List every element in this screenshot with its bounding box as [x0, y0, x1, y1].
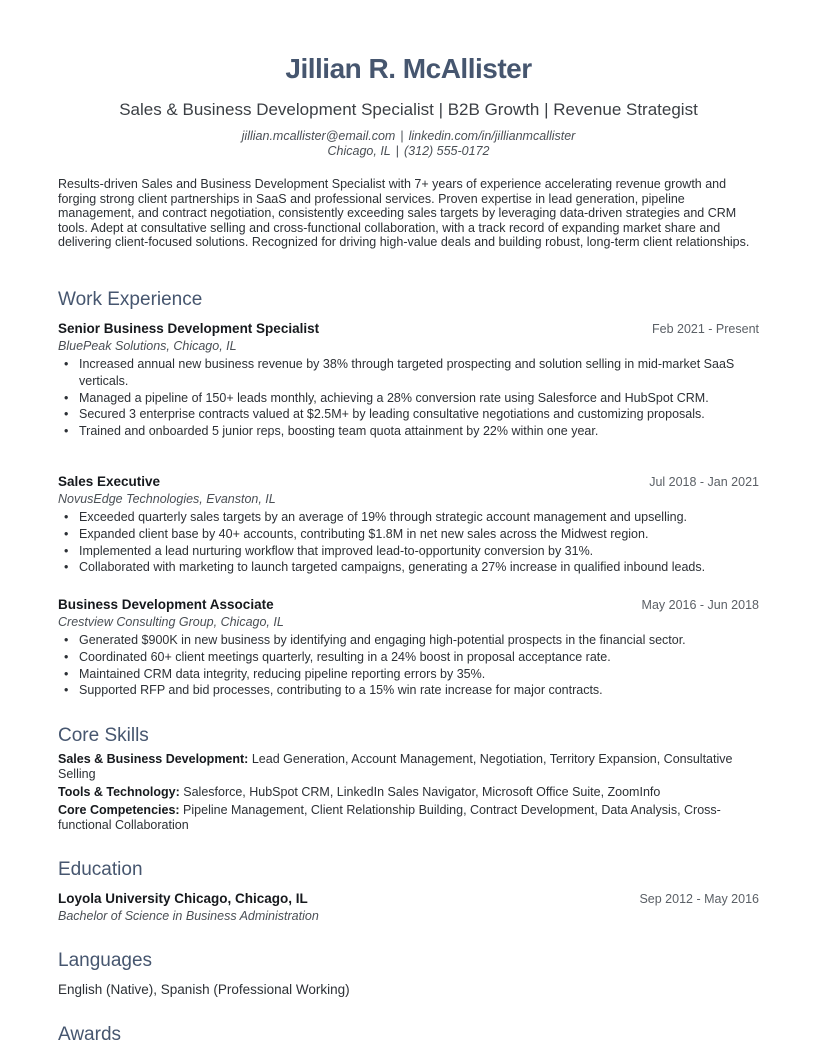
job-bullet: • Collaborated with marketing to launch targeted campaigns, generating a 27% increase in qualified inbound leads. [58, 559, 759, 576]
job-header [58, 473, 759, 491]
headline: Sales & Business Development Specialist | B2B Growth | Revenue Strategist [119, 100, 698, 119]
languages-text: English (Native), Spanish (Professional Working) [58, 982, 350, 997]
contact-row-2 [58, 144, 759, 159]
job-bullet: • Implemented a lead nurturing workflow that improved lead-to-opportunity conversion by 31%. [58, 543, 759, 560]
job-company: NovusEdge Technologies, Evanston, IL [58, 492, 276, 506]
skill-row [58, 803, 759, 833]
job-bullet: • Exceeded quarterly sales targets by an average of 19% through strategic account management and upselling. [58, 509, 759, 526]
section-title-skills: Core Skills [58, 725, 149, 746]
job-bullets [58, 632, 759, 699]
job-entry [58, 596, 759, 699]
skills-list [58, 752, 759, 836]
job-bullet: • Generated $900K in new business by identifying and engaging high-potential prospects in the financial sector. [58, 632, 759, 649]
skill-value: Salesforce, HubSpot CRM, LinkedIn Sales Navigator, Microsoft Office Suite, ZoomInfo [183, 785, 661, 799]
job-bullet: • Secured 3 enterprise contracts valued at $2.5M+ by leading consultative negotiations and customizing proposals. [58, 406, 759, 423]
job-bullet: • Supported RFP and bid processes, contributing to a 15% win rate increase for major contracts. [58, 682, 759, 699]
degree: Bachelor of Science in Business Administration [58, 909, 319, 923]
resume-page [58, 0, 759, 1056]
skill-label: Core Competencies: [58, 803, 180, 817]
candidate-name: Jillian R. McAllister [285, 53, 532, 84]
education-dates: Sep 2012 - May 2016 [639, 892, 759, 906]
job-header [58, 320, 759, 338]
job-bullet: • Managed a pipeline of 150+ leads monthly, achieving a 28% conversion rate using Salesforce and HubSpot CRM. [58, 390, 759, 407]
education-entry [58, 890, 759, 925]
job-bullet: • Trained and onboarded 5 junior reps, boosting team quota attainment by 22% within one year. [58, 423, 759, 440]
job-title: Senior Business Development Specialist [58, 321, 320, 336]
job-dates: Jul 2018 - Jan 2021 [649, 475, 759, 489]
section-title-awards: Awards [58, 1024, 122, 1045]
job-company: BluePeak Solutions, Chicago, IL [58, 339, 237, 353]
job-header [58, 596, 759, 614]
contact-separator: | [400, 129, 404, 143]
job-bullets [58, 356, 759, 440]
job-entry [58, 473, 759, 576]
professional-summary: Results-driven Sales and Business Development Specialist with 7+ years of experience accelerating revenue growth and forging strong client partnerships in SaaS and professional services. Proven expertise in lead generation, pipeline management, and contract negotiation, consistently exceeding sales targets by leveraging data-driven strategies and CRM tools. Adept at consultative selling and cross-functional collaboration, with a track record of expanding market share and delivering client-focused solutions. Recognized for driving high-value deals and building robust, long-term client relationships. [58, 177, 750, 250]
section-title-work: Work Experience [58, 289, 203, 310]
job-company: Crestview Consulting Group, Chicago, IL [58, 615, 284, 629]
school-name: Loyola University Chicago, Chicago, IL [58, 891, 308, 906]
section-title-languages: Languages [58, 950, 153, 971]
skill-row [58, 785, 759, 800]
job-bullet: • Increased annual new business revenue by 38% through targeted prospecting and solution selling in mid-market SaaS verticals. [58, 356, 759, 390]
job-dates: Feb 2021 - Present [651, 322, 759, 336]
job-bullet: • Coordinated 60+ client meetings quarterly, resulting in a 24% boost in proposal acceptance rate. [58, 649, 759, 666]
skill-value: Lead Generation, Account Management, Negotiation, Territory Expansion, Consultative Selling [58, 752, 733, 781]
skill-value: Pipeline Management, Client Relationship Building, Contract Development, Data Analysis, Cross-functional Collaboration [58, 803, 721, 832]
job-bullet: • Expanded client base by 40+ accounts, contributing $1.8M in net new sales across the Midwest region. [58, 526, 759, 543]
education-header [58, 890, 759, 908]
job-entry [58, 320, 759, 440]
skill-label: Tools & Technology: [58, 785, 180, 799]
email-link[interactable]: jillian.mcallister@email.com [241, 129, 396, 143]
job-title: Sales Executive [58, 474, 161, 489]
location-text: Chicago, IL [327, 144, 391, 158]
contact-row-1 [58, 129, 759, 144]
job-dates: May 2016 - Jun 2018 [641, 598, 759, 612]
job-bullets [58, 509, 759, 576]
job-bullet: • Maintained CRM data integrity, reducing pipeline reporting errors by 35%. [58, 666, 759, 683]
section-title-education: Education [58, 859, 143, 880]
phone-text: (312) 555-0172 [404, 144, 490, 158]
skill-label: Sales & Business Development: [58, 752, 249, 766]
skill-row [58, 752, 759, 782]
job-title: Business Development Associate [58, 597, 274, 612]
contact-separator: | [395, 144, 399, 158]
linkedin-link[interactable]: linkedin.com/in/jillianmcallister [408, 129, 576, 143]
